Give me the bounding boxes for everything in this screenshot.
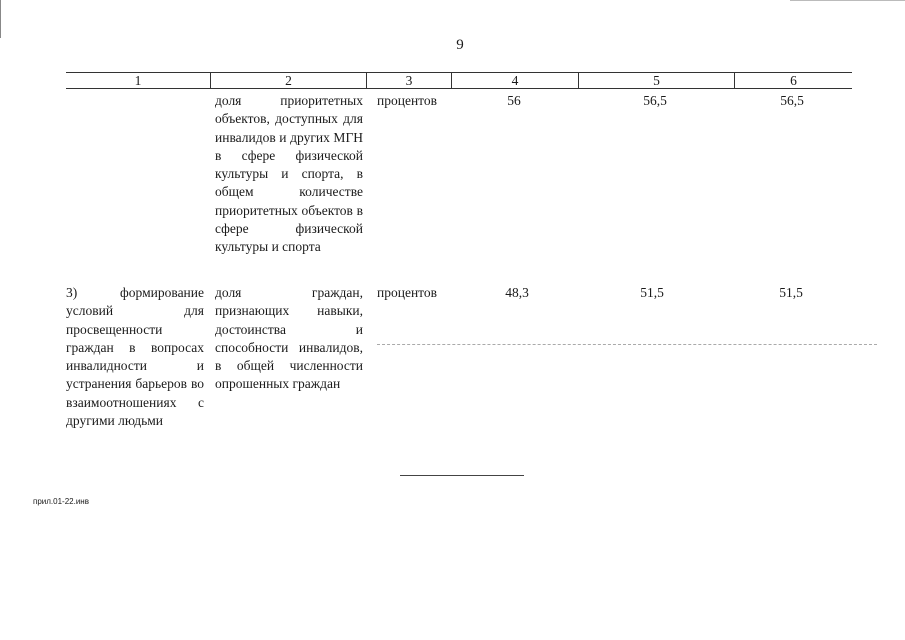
value-col-6: 51,5 <box>779 285 803 300</box>
table-header-border <box>66 88 852 89</box>
value-col-4: 48,3 <box>505 285 529 300</box>
value-col-6: 56,5 <box>780 93 804 108</box>
value-col-4: 56 <box>507 93 521 108</box>
indicator-cell: доля граждан, признающих навыки, достоинства и способности инвалидов, в общей численности опрошенных граждан <box>215 285 363 392</box>
header-col-6: 6 <box>790 73 797 88</box>
scan-edge-mark <box>0 0 1 38</box>
end-of-table-rule <box>400 475 524 476</box>
header-col-1: 1 <box>134 73 142 88</box>
unit-cell: процентов <box>377 285 438 300</box>
value-col-5: 56,5 <box>643 93 667 108</box>
indicator-cell: доля приоритетных объектов, доступных для инвалидов и других МГН в сфере физической культуры и спорта, в общем количестве приоритетных объектов в сфере физической культуры и спорта <box>215 93 363 255</box>
scan-corner-mark <box>790 0 905 1</box>
file-label: прил.01-22.инв <box>33 497 89 506</box>
unit-cell: процентов <box>377 93 438 108</box>
header-col-5: 5 <box>653 73 660 88</box>
header-col-3: 3 <box>405 73 413 88</box>
header-col-2: 2 <box>285 73 292 88</box>
page-number: 9 <box>456 37 464 53</box>
goal-cell: 3) формирование условий для просвещенности граждан в вопросах инвалидности и устранения барьеров во взаимоотношениях с другими людьми <box>66 285 204 429</box>
dotted-guide-line <box>377 344 877 345</box>
value-col-5: 51,5 <box>640 285 664 300</box>
header-col-4: 4 <box>511 73 519 88</box>
